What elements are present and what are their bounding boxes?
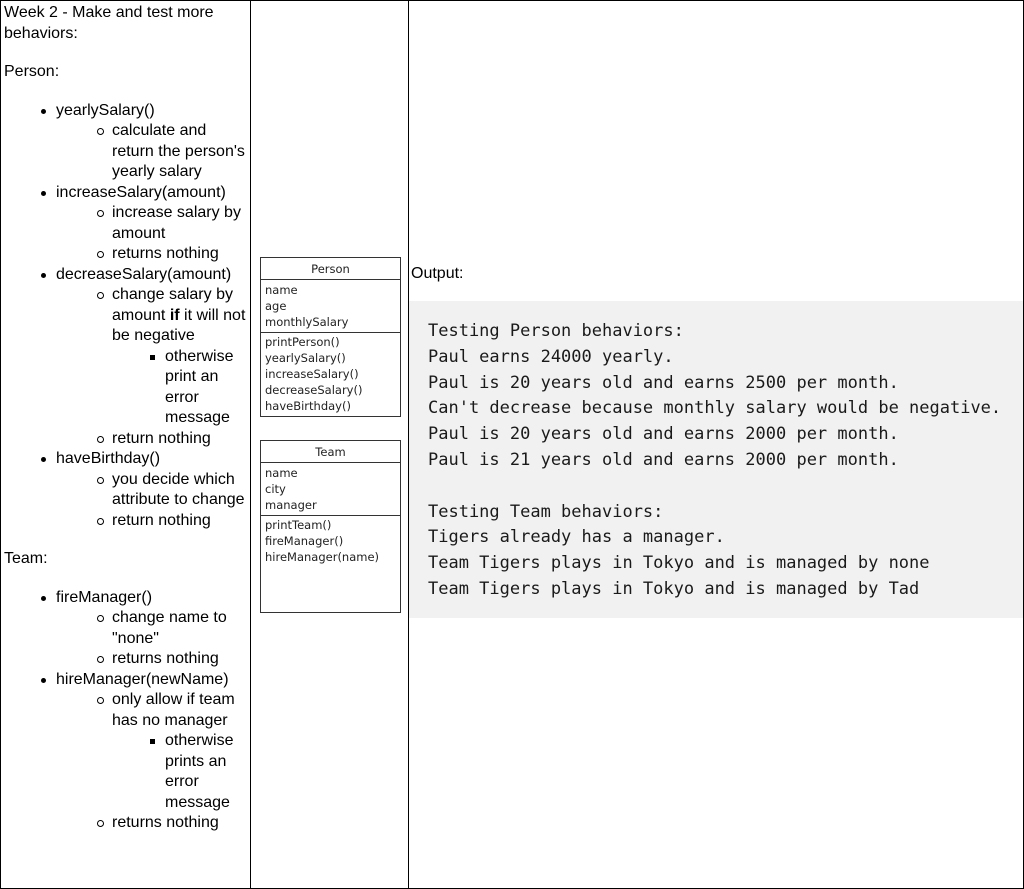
output-line: Tigers already has a manager. bbox=[428, 527, 725, 548]
method-note: change name to "none" bbox=[112, 608, 250, 649]
uml-diagrams bbox=[251, 1, 408, 888]
person-class-diagram bbox=[260, 257, 401, 417]
note-text: it will not be negative bbox=[112, 306, 246, 344]
method: hireManager(name) bbox=[265, 550, 380, 564]
method: decreaseSalary() bbox=[265, 383, 363, 397]
method-note: return nothing bbox=[112, 429, 250, 450]
assignment-heading: Week 2 - Make and test more behaviors: bbox=[4, 4, 214, 42]
team-method-list bbox=[4, 588, 250, 834]
method-sub-notes bbox=[4, 347, 250, 429]
method-notes bbox=[4, 470, 250, 532]
method: increaseSalary() bbox=[265, 367, 359, 381]
person-attributes bbox=[261, 280, 400, 333]
method-note: returns nothing bbox=[112, 813, 250, 834]
output-line: Paul is 20 years old and earns 2000 per month. bbox=[428, 424, 899, 445]
method-name: decreaseSalary(amount) bbox=[56, 265, 232, 283]
output-area bbox=[409, 1, 1023, 888]
output-line: Team Tigers plays in Tokyo and is managed by Tad bbox=[428, 578, 920, 599]
method-notes bbox=[4, 690, 250, 834]
method-notes bbox=[4, 285, 250, 449]
method-note: you decide which attribute to change bbox=[112, 470, 250, 511]
person-method-list bbox=[4, 101, 250, 532]
output-line: Testing Person behaviors: bbox=[428, 321, 684, 341]
method-item-have-birthday bbox=[56, 449, 250, 531]
attribute: name bbox=[265, 283, 298, 297]
method: yearlySalary() bbox=[265, 351, 346, 365]
method-note bbox=[112, 285, 250, 429]
team-section-label: Team: bbox=[4, 550, 48, 567]
team-methods bbox=[261, 516, 400, 567]
method-item-decrease-salary bbox=[56, 265, 250, 450]
method: fireManager() bbox=[265, 534, 344, 548]
team-class-diagram bbox=[260, 440, 401, 613]
person-class-title: Person bbox=[261, 258, 400, 280]
person-methods bbox=[261, 333, 400, 416]
team-attributes bbox=[261, 463, 400, 516]
output-line: Paul is 21 years old and earns 2000 per month. bbox=[428, 449, 899, 470]
uml-cell bbox=[251, 1, 409, 889]
method-name: fireManager() bbox=[56, 588, 153, 606]
team-class-title: Team bbox=[261, 441, 400, 463]
attribute: age bbox=[265, 299, 287, 313]
attribute: name bbox=[265, 466, 298, 480]
attribute: manager bbox=[265, 498, 317, 512]
method-note: returns nothing bbox=[112, 649, 250, 670]
method-item-fire-manager bbox=[56, 588, 250, 670]
method: haveBirthday() bbox=[265, 399, 351, 413]
method-note: increase salary by amount bbox=[112, 203, 250, 244]
output-line: Testing Team behaviors: bbox=[428, 501, 664, 522]
attribute: city bbox=[265, 482, 286, 496]
console-output bbox=[428, 319, 1001, 603]
method-sub-note: otherwise prints an error message bbox=[165, 731, 250, 813]
output-line bbox=[428, 474, 1001, 500]
instructions-cell bbox=[1, 1, 251, 889]
output-cell bbox=[409, 1, 1024, 889]
method-notes bbox=[4, 608, 250, 670]
method-sub-note: otherwise print an error message bbox=[165, 347, 250, 429]
note-text: only allow if team has no manager bbox=[112, 691, 235, 729]
output-line: Can't decrease because monthly salary would be negative. bbox=[428, 398, 1002, 419]
output-line: Paul is 20 years old and earns 2500 per month. bbox=[428, 372, 899, 393]
method-note: calculate and return the person's yearly salary bbox=[112, 121, 250, 183]
method-name: increaseSalary(amount) bbox=[56, 183, 226, 201]
method: printPerson() bbox=[265, 335, 340, 349]
method-sub-notes bbox=[4, 731, 250, 813]
method-item-yearly-salary bbox=[56, 101, 250, 183]
output-line: Team Tigers plays in Tokyo and is managed by none bbox=[428, 553, 930, 574]
method-note: return nothing bbox=[112, 511, 250, 532]
attribute: monthlySalary bbox=[265, 315, 349, 329]
method-item-hire-manager bbox=[56, 670, 250, 834]
method-name: yearlySalary() bbox=[56, 101, 155, 119]
output-label: Output: bbox=[411, 265, 464, 282]
method-notes bbox=[4, 203, 250, 265]
method-note: returns nothing bbox=[112, 244, 250, 265]
output-code-block bbox=[409, 301, 1023, 618]
person-section-label: Person: bbox=[4, 63, 60, 80]
note-emphasis: if bbox=[169, 306, 180, 324]
method-note bbox=[112, 690, 250, 813]
instructions bbox=[1, 1, 250, 834]
method: printTeam() bbox=[265, 518, 332, 532]
method-item-increase-salary bbox=[56, 183, 250, 265]
method-name: hireManager(newName) bbox=[56, 670, 229, 688]
note-text: change salary by amount bbox=[112, 286, 233, 324]
method-notes bbox=[4, 121, 250, 183]
output-line: Paul earns 24000 yearly. bbox=[428, 346, 674, 367]
method-name: haveBirthday() bbox=[56, 450, 161, 467]
